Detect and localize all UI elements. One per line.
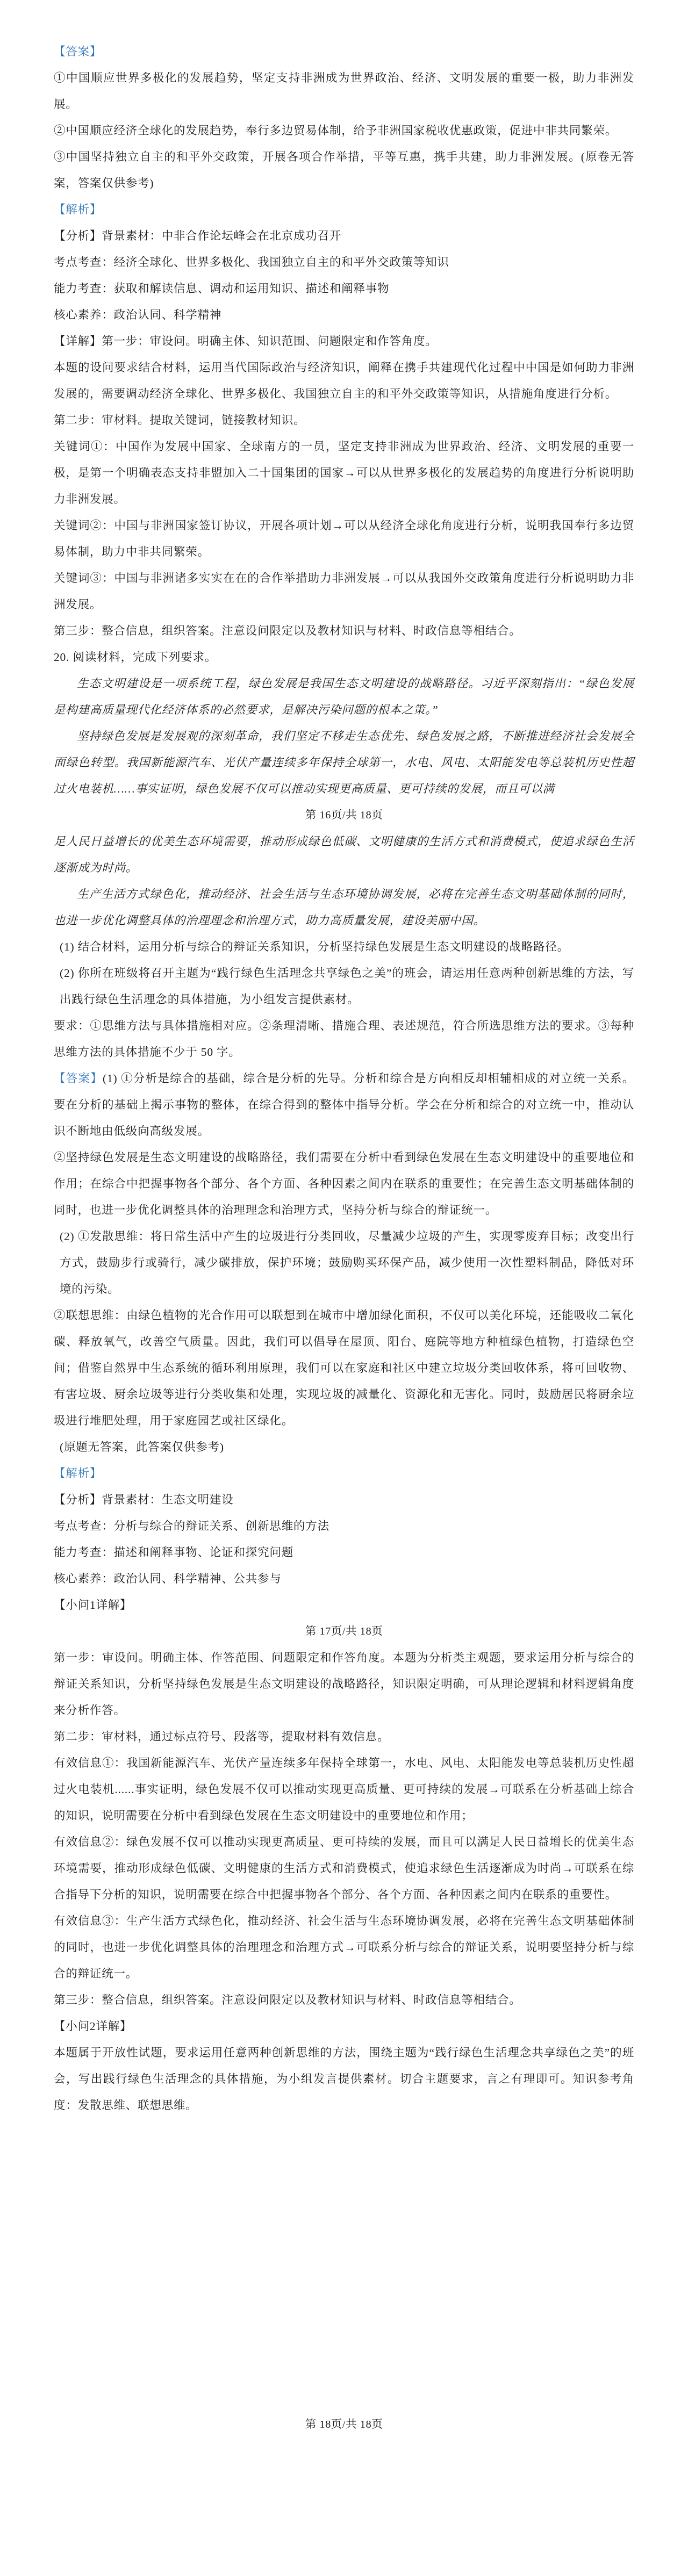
- answer-label: [54, 39, 634, 65]
- text-run: 坚持绿色发展是发展观的深刻革命，我们坚定不移走生态优先、绿色发展之路，不断推进经济社会发展全面绿色转型。我国新能源汽车、光伏产量连续多年保持全球第一，水电、风电、太阳能发电等总装机历史性超过火电装机……事实证明，绿色发展不仅可以推动实现更高质量、更可持续的发展，而且可以满: [54, 730, 634, 795]
- document-paragraph: [54, 1750, 634, 1829]
- document-paragraph: [54, 2013, 634, 2040]
- document-paragraph: [54, 276, 634, 302]
- text-run: 核心素养：政治认同、科学精神、公共参与: [54, 1572, 282, 1585]
- material-paragraph: [54, 723, 634, 802]
- document-paragraph: [54, 302, 634, 328]
- text-run: ③中国坚持独立自主的和平外交政策，开展各项合作举措，平等互惠，携手共建，助力非洲发展。(原卷无答案，答案仅供参考): [54, 150, 634, 190]
- text-run: (1) 结合材料，运用分析与综合的辩证关系知识，分析坚持绿色发展是生态文明建设的战略路径。: [60, 940, 569, 953]
- text-run: 【详解】第一步：审设问。明确主体、知识范围、问题限定和作答角度。: [54, 335, 438, 348]
- text-run: 生产生活方式绿色化，推动经济、社会生活与生态环境协调发展，必将在完善生态文明基础体制的同时，也进一步优化调整具体的治理理念和治理方式，助力高质量发展，建设美丽中国。: [54, 888, 634, 927]
- text-run: (2) 你所在班级将召开主题为“践行绿色生活理念共享绿色之美”的班会，请运用任意两种创新思维的方法，写出践行绿色生活理念的具体措施，为小组发言提供素材。: [60, 967, 634, 1006]
- bracket-label: 【答案】: [54, 45, 102, 58]
- material-paragraph: [54, 671, 634, 723]
- document-paragraph: [54, 960, 634, 1013]
- document-paragraph: [54, 1724, 634, 1750]
- bracket-label: 【解析】: [54, 1467, 102, 1480]
- text-run: 要求：①思维方法与具体措施相对应。②条理清晰、措施合理、表述规范，符合所选思维方法的要求。③每种思维方法的具体措施不少于 50 字。: [54, 1019, 634, 1059]
- text-run: 关键词①：中国作为发展中国家、全球南方的一员，坚定支持非洲成为世界政治、经济、文明发展的重要一极，是第一个明确表态支持非盟加入二十国集团的国家→可以从世界多极化的发展趋势的角度进行分析说明助力非洲发展。: [54, 440, 634, 506]
- document-paragraph: [54, 565, 634, 618]
- text-run: 【分析】背景素材：生态文明建设: [54, 1493, 234, 1506]
- text-run: 【小问2详解】: [54, 2020, 132, 2033]
- text-run: 第二步：审材料。提取关键词，链接教材知识。: [54, 414, 306, 427]
- document-paragraph: [54, 1224, 634, 1303]
- text-run: 第二步：审材料，通过标点符号、段落等，提取材料有效信息。: [54, 1730, 390, 1743]
- document-paragraph: [54, 1303, 634, 1434]
- text-run: 有效信息①：我国新能源汽车、光伏产量连续多年保持全球第一，水电、风电、太阳能发电等总装机历史性超过火电装机......事实证明，绿色发展不仅可以推动实现更高质量、更可持续的发展→可联系在分析基础上综合的知识，说明需要在分析中看到绿色发展在生态文明建设中的重要地位和作用；: [54, 1757, 634, 1822]
- text-run: (1) ①分析是综合的基础，综合是分析的先导。分析和综合是方向相反却相辅相成的对立统一关系。要在分析的基础上揭示事物的整体，在综合得到的整体中指导分析。学会在分析和综合的对立统一中，推动认识不断地由低级向高级发展。: [54, 1072, 635, 1138]
- bracket-label: 【答案】: [54, 1072, 103, 1085]
- document-paragraph: [54, 1829, 634, 1908]
- document-paragraph: [54, 1645, 634, 1724]
- document-paragraph: [54, 1539, 634, 1566]
- text-run: 第 17页/共 18页: [305, 1625, 383, 1637]
- document-paragraph: [54, 2040, 634, 2119]
- text-run: (2) ①发散思维：将日常生活中产生的垃圾进行分类回收，尽量减少垃圾的产生，实现零废弃目标；改变出行方式，鼓励步行或骑行，减少碳排放，保护环境；鼓励购买环保产品，减少使用一次性塑料制品，降低对环境的污染。: [60, 1230, 634, 1296]
- material-paragraph: [54, 829, 634, 881]
- text-run: 有效信息③：生产生活方式绿色化，推动经济、社会生活与生态环境协调发展，必将在完善生态文明基础体制的同时，也进一步优化调整具体的治理理念和治理方式→可联系分析与综合的辩证关系，说明要坚持分析与综合的辩证统一。: [54, 1915, 634, 1980]
- document-paragraph: [54, 1013, 634, 1066]
- text-run: 【分析】背景素材：中非合作论坛峰会在北京成功召开: [54, 229, 342, 242]
- document-paragraph: [54, 1908, 634, 1987]
- document-paragraph: [54, 618, 634, 644]
- document-paragraph: [54, 355, 634, 407]
- document-paragraph: [54, 328, 634, 355]
- text-run: 【小问1详解】: [54, 1599, 132, 1611]
- text-run: 核心素养：政治认同、科学精神: [54, 308, 222, 321]
- page-footer: [54, 2412, 634, 2438]
- document-paragraph: [54, 434, 634, 513]
- document-paragraph: [54, 1592, 634, 1618]
- text-run: ②坚持绿色发展是生态文明建设的战略路径，我们需要在分析中看到绿色发展在生态文明建设中的重要地位和作用；在综合中把握事物各个部分、各个方面、各种因素之间内在联系的重要性；在完善生态文明基础体制的同时，也进一步优化调整具体的治理理念和治理方式，坚持分析与综合的辩证统一。: [54, 1151, 634, 1217]
- document-paragraph: [54, 1487, 634, 1513]
- text-run: ②中国顺应经济全球化的发展趋势，奉行多边贸易体制，给予非洲国家税收优惠政策，促进中非共同繁荣。: [54, 124, 618, 137]
- text-run: 能力考查：描述和阐释事物、论证和探究问题: [54, 1546, 294, 1559]
- text-run: 有效信息②：绿色发展不仅可以推动实现更高质量、更可持续的发展，而且可以满足人民日益增长的优美生态环境需要，推动形成绿色低碳、文明健康的生活方式和消费模式，使追求绿色生活逐渐成为时尚→可联系在综合指导下分析的知识，说明需要在综合中把握事物各个部分、各个方面、各种因素之间内在联系的重要性。: [54, 1836, 634, 1901]
- text-run: 20. 阅读材料，完成下列要求。: [54, 651, 217, 664]
- blank-space: [54, 2119, 634, 2412]
- text-run: 足人民日益增长的优美生态环境需要，推动形成绿色低碳、文明健康的生活方式和消费模式，使追求绿色生活逐渐成为时尚。: [54, 835, 634, 874]
- text-run: (原题无答案，此答案仅供参考): [60, 1441, 224, 1454]
- bracket-label: 【解析】: [54, 203, 102, 216]
- document-paragraph: [54, 1434, 634, 1460]
- document-paragraph: [54, 223, 634, 249]
- text-run: 第三步：整合信息，组织答案。注意设问限定以及教材知识与材料、时政信息等相结合。: [54, 1994, 521, 2006]
- text-run: 本题的设问要求结合材料，运用当代国际政治与经济知识，阐释在携手共建现代化过程中中国是如何助力非洲发展的，需要调动经济全球化、世界多极化、我国独立自主的和平外交政策等知识，从措施角度进行分析。: [54, 361, 634, 400]
- text-run: 考点考查：分析与综合的辩证关系、创新思维的方法: [54, 1520, 329, 1532]
- text-run: 第一步：审设问。明确主体、作答范围、问题限定和作答角度。本题为分析类主观题，要求运用分析与综合的辩证关系知识，分析坚持绿色发展是生态文明建设的战略路径，知识限定明确，可从理论逻辑和材料逻辑角度来分析作答。: [54, 1651, 634, 1717]
- document-body: [54, 39, 634, 2438]
- document-paragraph: [54, 1566, 634, 1592]
- text-run: 关键词②：中国与非洲国家签订协议，开展各项计划→可以从经济全球化角度进行分析，说明我国奉行多边贸易体制，助力中非共同繁荣。: [54, 519, 634, 558]
- text-run: 生态文明建设是一项系统工程，绿色发展是我国生态文明建设的战略路径。习近平深刻指出：“绿色发展是构建高质量现代化经济体系的必然要求，是解决污染问题的根本之策。”: [54, 677, 634, 716]
- page-footer: [54, 1618, 634, 1645]
- material-paragraph: [54, 881, 634, 934]
- document-paragraph: [54, 65, 634, 118]
- document-paragraph: [54, 407, 634, 434]
- text-run: 本题属于开放性试题，要求运用任意两种创新思维的方法，围绕主题为“践行绿色生活理念共享绿色之美”的班会，写出践行绿色生活理念的具体措施，为小组发言提供素材。切合主题要求，言之有理即可。知识参考角度：发散思维、联想思维。: [54, 2046, 634, 2112]
- document-paragraph: [54, 1513, 634, 1539]
- page-footer: [54, 802, 634, 829]
- document-paragraph: [54, 118, 634, 144]
- text-run: 考点考查：经济全球化、世界多极化、我国独立自主的和平外交政策等知识: [54, 256, 449, 269]
- answer-paragraph: [54, 1066, 634, 1145]
- document-paragraph: [54, 1987, 634, 2013]
- text-run: 第 18页/共 18页: [305, 2419, 383, 2430]
- document-paragraph: [54, 1145, 634, 1224]
- text-run: 第 16页/共 18页: [305, 809, 383, 821]
- document-paragraph: [54, 249, 634, 276]
- text-run: 关键词③：中国与非洲诸多实实在在的合作举措助力非洲发展→可以从我国外交政策角度进行分析说明助力非洲发展。: [54, 572, 634, 611]
- analysis-label: [54, 1460, 634, 1487]
- text-run: ①中国顺应世界多极化的发展趋势，坚定支持非洲成为世界政治、经济、文明发展的重要一极，助力非洲发展。: [54, 71, 634, 111]
- document-paragraph: [54, 644, 634, 671]
- document-paragraph: [54, 934, 634, 960]
- document-paragraph: [54, 513, 634, 565]
- text-run: ②联想思维：由绿色植物的光合作用可以联想到在城市中增加绿化面积，不仅可以美化环境，还能吸收二氧化碳、释放氧气，改善空气质量。因此，我们可以倡导在屋顶、阳台、庭院等地方种植绿色植物，打造绿色空间；借鉴自然界中生态系统的循环利用原理，我们可以在家庭和社区中建立垃圾分类回收体系，将可回收物、有害垃圾、厨余垃圾等进行分类收集和处理，实现垃圾的减量化、资源化和无害化。同时，鼓励居民将厨余垃圾进行堆肥处理，用于家庭园艺或社区绿化。: [54, 1309, 634, 1427]
- text-run: 第三步：整合信息，组织答案。注意设问限定以及教材知识与材料、时政信息等相结合。: [54, 624, 521, 637]
- text-run: 能力考查：获取和解读信息、调动和运用知识、描述和阐释事物: [54, 282, 390, 295]
- analysis-label: [54, 197, 634, 223]
- document-paragraph: [54, 144, 634, 197]
